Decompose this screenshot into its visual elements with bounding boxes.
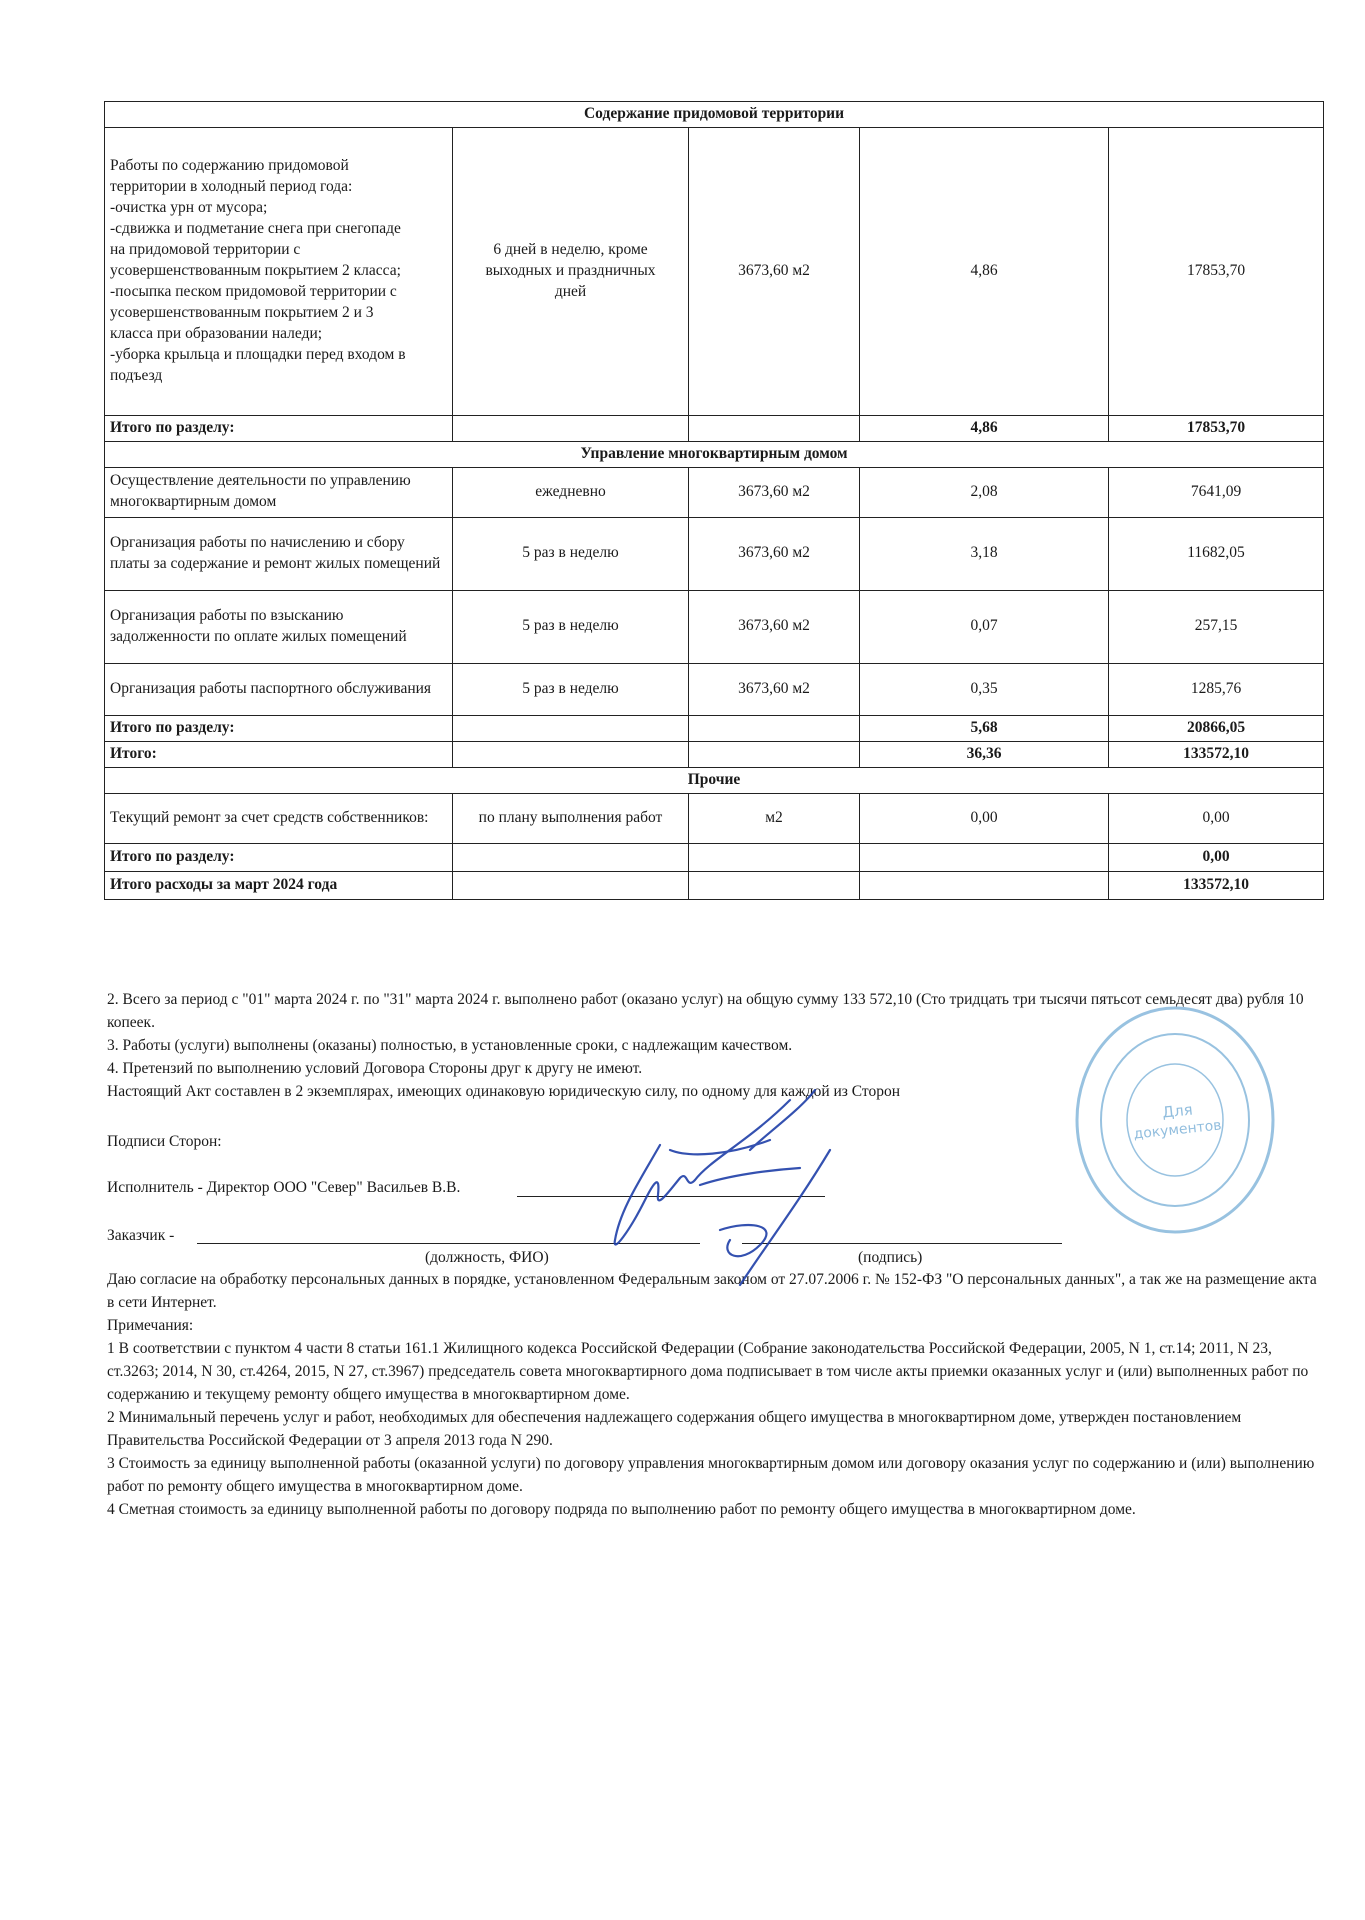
work-description: Осуществление деятельности по управлению многоквартирным домом	[105, 467, 453, 517]
executor-label: Исполнитель - Директор ООО "Север" Васильев В.В.	[107, 1179, 461, 1196]
work-rate: 0,00	[860, 793, 1109, 843]
work-rate: 4,86	[860, 127, 1109, 415]
work-rate: 0,35	[860, 663, 1109, 715]
work-sum: 257,15	[1109, 590, 1324, 663]
notes-title: Примечания:	[107, 1317, 194, 1334]
section-title: Содержание придомовой территории	[105, 102, 1324, 128]
position-caption: (должность, ФИО)	[425, 1249, 549, 1266]
signature-caption: (подпись)	[858, 1249, 923, 1266]
work-period: ежедневно	[453, 467, 689, 517]
total-sum: 17853,70	[1109, 415, 1324, 441]
grand-total-sum: 133572,10	[1109, 741, 1324, 767]
work-period: 5 раз в неделю	[453, 663, 689, 715]
work-sum: 17853,70	[1109, 127, 1324, 415]
section-header-row	[105, 102, 1324, 128]
total-label: Итого по разделу:	[105, 843, 453, 871]
expenses-sum: 133572,10	[1109, 871, 1324, 899]
table-row	[105, 793, 1324, 843]
note-2: 2 Минимальный перечень услуг и работ, необходимых для обеспечения надлежащего содержания общего имущества в многоквартирном доме, утвержден постановлением Правительства Российской Федерации от 3 апреля 2013 года N 290.	[107, 1409, 1242, 1449]
total-rate: 4,86	[860, 415, 1109, 441]
work-area: 3673,60 м2	[689, 467, 860, 517]
svg-text:Для: Для	[1161, 1100, 1194, 1122]
expenses-total-row	[105, 871, 1324, 899]
work-period: 5 раз в неделю	[453, 517, 689, 590]
work-description: Организация работы по взысканию задолженности по оплате жилых помещений	[105, 590, 453, 663]
table-row	[105, 467, 1324, 517]
section-header-row	[105, 441, 1324, 467]
work-period: 6 дней в неделю, кроме выходных и праздничных дней	[453, 127, 689, 415]
paragraph-copies: Настоящий Акт составлен в 2 экземплярах, имеющих одинаковую юридическую силу, по одному для каждой из Сторон	[107, 1083, 901, 1100]
consent-text: Даю согласие на обработку персональных данных в порядке, установленном Федеральным законом от 27.07.2006 г. № 152-ФЗ "О персональных данных", а так же на размещение акта в сети Интернет.	[107, 1271, 1317, 1311]
table-row	[105, 663, 1324, 715]
section-total-row	[105, 843, 1324, 871]
work-rate: 3,18	[860, 517, 1109, 590]
grand-total-row	[105, 741, 1324, 767]
work-rate: 0,07	[860, 590, 1109, 663]
work-period: по плану выполнения работ	[453, 793, 689, 843]
work-sum: 1285,76	[1109, 663, 1324, 715]
signatures-title: Подписи Сторон:	[107, 1133, 222, 1150]
table-row	[105, 517, 1324, 590]
work-period: 5 раз в неделю	[453, 590, 689, 663]
services-table	[104, 101, 1324, 900]
paragraph-quality: 3. Работы (услуги) выполнены (оказаны) полностью, в установленные сроки, с надлежащим качеством.	[107, 1037, 793, 1054]
notes-block	[107, 1268, 1322, 1521]
grand-total-rate: 36,36	[860, 741, 1109, 767]
paragraph-claims: 4. Претензий по выполнению условий Договора Стороны друг к другу не имеют.	[107, 1060, 643, 1077]
grand-total-label: Итого:	[105, 741, 453, 767]
section-total-row	[105, 715, 1324, 741]
work-area: 3673,60 м2	[689, 663, 860, 715]
table-row	[105, 127, 1324, 415]
section-total-row	[105, 415, 1324, 441]
work-area: 3673,60 м2	[689, 517, 860, 590]
work-description: Текущий ремонт за счет средств собственников:	[105, 793, 453, 843]
work-area: 3673,60 м2	[689, 127, 860, 415]
total-rate: 5,68	[860, 715, 1109, 741]
paragraph-total-amount: 2. Всего за период с "01" марта 2024 г. по "31" марта 2024 г. выполнено работ (оказано услуг) на общую сумму 133 572,10 (Сто тридцать три тысячи пятьсот семьдесят два) рубля 10 копеек.	[107, 991, 1304, 1031]
section-title: Управление многоквартирным домом	[105, 441, 1324, 467]
handwritten-signature	[600, 1080, 880, 1300]
work-description: Работы по содержанию придомовой территории в холодный период года: -очистка урн от мусора; -сдвижка и подметание снега при снегопаде на придомовой территории с усовершенствованным покрытием 2 класса; -посыпка песком придомовой территории с усовершенствованным покрытием 2 и 3 класса при образовании наледи; -уборка крыльца и площадки перед входом в подъезд	[105, 127, 453, 415]
total-sum: 20866,05	[1109, 715, 1324, 741]
work-area: м2	[689, 793, 860, 843]
work-area: 3673,60 м2	[689, 590, 860, 663]
work-description: Организация работы по начислению и сбору платы за содержание и ремонт жилых помещений	[105, 517, 453, 590]
section-title: Прочие	[105, 767, 1324, 793]
company-stamp	[1060, 990, 1275, 1280]
total-sum: 0,00	[1109, 843, 1324, 871]
table-row	[105, 590, 1324, 663]
work-sum: 7641,09	[1109, 467, 1324, 517]
note-1: 1 В соответствии с пунктом 4 части 8 статьи 161.1 Жилищного кодекса Российской Федерации (Собрание законодательства Российской Федерации, 2005, N 1, ст.14; 2011, N 23, ст.3263; 2014, N 30, ст.4264, 2015, N 27, ст.3967) председатель совета многоквартирного дома подписывает в том числе акты приемки оказанных услуг и (или) выполненных работ по содержанию и текущему ремонту общего имущества в многоквартирном доме.	[107, 1340, 1309, 1403]
note-3: 3 Стоимость за единицу выполненной работы (оказанной услуги) по договору управления многоквартирным домом или договору оказания услуг по содержанию и (или) выполнению работ по ремонту общего имущества в многоквартирном доме.	[107, 1455, 1315, 1495]
work-description: Организация работы паспортного обслуживания	[105, 663, 453, 715]
work-sum: 11682,05	[1109, 517, 1324, 590]
section-header-row	[105, 767, 1324, 793]
note-4: 4 Сметная стоимость за единицу выполненной работы по договору подряда по выполнению работ по ремонту общего имущества в многоквартирном доме.	[107, 1501, 1136, 1518]
total-label: Итого по разделу:	[105, 415, 453, 441]
work-sum: 0,00	[1109, 793, 1324, 843]
svg-text:документов: документов	[1132, 1117, 1223, 1143]
customer-label: Заказчик -	[107, 1227, 175, 1244]
expenses-label: Итого расходы за март 2024 года	[105, 871, 453, 899]
total-label: Итого по разделу:	[105, 715, 453, 741]
work-rate: 2,08	[860, 467, 1109, 517]
